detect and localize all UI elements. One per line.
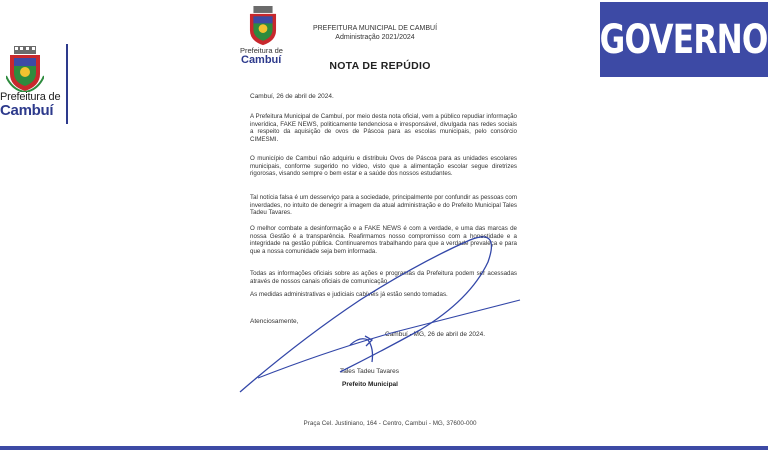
governo-banner	[600, 2, 768, 77]
left-logo	[0, 40, 70, 126]
org-header	[300, 24, 450, 42]
header-logo-city: Cambuí	[241, 54, 282, 66]
paragraph-6: As medidas administrativas e judiciais cabíveis já estão sendo tomadas.	[250, 291, 448, 298]
document-date: Cambuí, 26 de abril de 2024.	[250, 93, 334, 100]
administration-period: Administração 2021/2024	[335, 34, 415, 41]
place-and-date: Cambuí - MG, 26 de abril de 2024.	[385, 331, 486, 338]
document-header-logo	[240, 6, 290, 64]
crest-icon	[246, 6, 280, 46]
paragraph-3: Tal notícia falsa é um desserviço para a sociedade, principalmente por confundir as pessoas com inverdades, no intuito de denegrir a imagem da atual administração e do Prefeito Municipal Tales Tadeu Tavares.	[250, 194, 517, 217]
bottom-accent-bar	[0, 446, 768, 450]
crest-icon	[6, 46, 44, 92]
official-note-document	[230, 0, 530, 446]
paragraph-1: A Prefeitura Municipal de Cambuí, por meio desta nota oficial, vem a público repudiar informação inverídica, FAKE NEWS, politicamente tendenciosa e irresponsável, divulgada nas redes sociais a respeito da aquisição de ovos de Páscoa para as escolas municipais, pelo consórcio CIMESMI.	[250, 113, 517, 143]
header-logo-prefix: Prefeitura de	[240, 46, 283, 55]
paragraph-4: O melhor combate a desinformação e a FAKE NEWS é com a verdade, e uma das marcas de nossa Gestão é a transparência. Reafirmamos nosso compromisso com a honestidade e a integridade na gestão pública. Continuaremos trabalhando para que a verdade prevaleça e para que a nossa comunidade seja bem informada.	[250, 225, 517, 255]
org-name: PREFEITURA MUNICIPAL DE CAMBUÍ	[312, 25, 438, 32]
logo-city: Cambuí	[0, 102, 54, 119]
paragraph-5: Todas as informações oficiais sobre as ações e programas da Prefeitura podem ser acessadas através de nossos canais oficiais de comunicação.	[250, 270, 517, 285]
governo-text: GOVERNO	[600, 16, 768, 63]
signer-name: Tales Tadeu Tavares	[340, 368, 400, 375]
logo-divider	[66, 44, 68, 124]
document-title: NOTA DE REPÚDIO	[329, 60, 431, 72]
closing-salutation: Atenciosamente,	[250, 318, 299, 325]
signer-role: Prefeito Municipal	[342, 381, 398, 388]
paragraph-2: O município de Cambuí não adquiriu e distribuiu Ovos de Páscoa para as unidades escolares municipais, conforme sugerido no vídeo, visto que a alimentação escolar segue diretrizes rigorosas, visando sempre o bem estar e a saúde dos nossos estudantes.	[250, 155, 517, 178]
footer-address: Praça Cel. Justiniano, 164 - Centro, Cambuí - MG, 37600-000	[303, 420, 477, 427]
logo-prefix: Prefeitura de	[0, 91, 61, 103]
